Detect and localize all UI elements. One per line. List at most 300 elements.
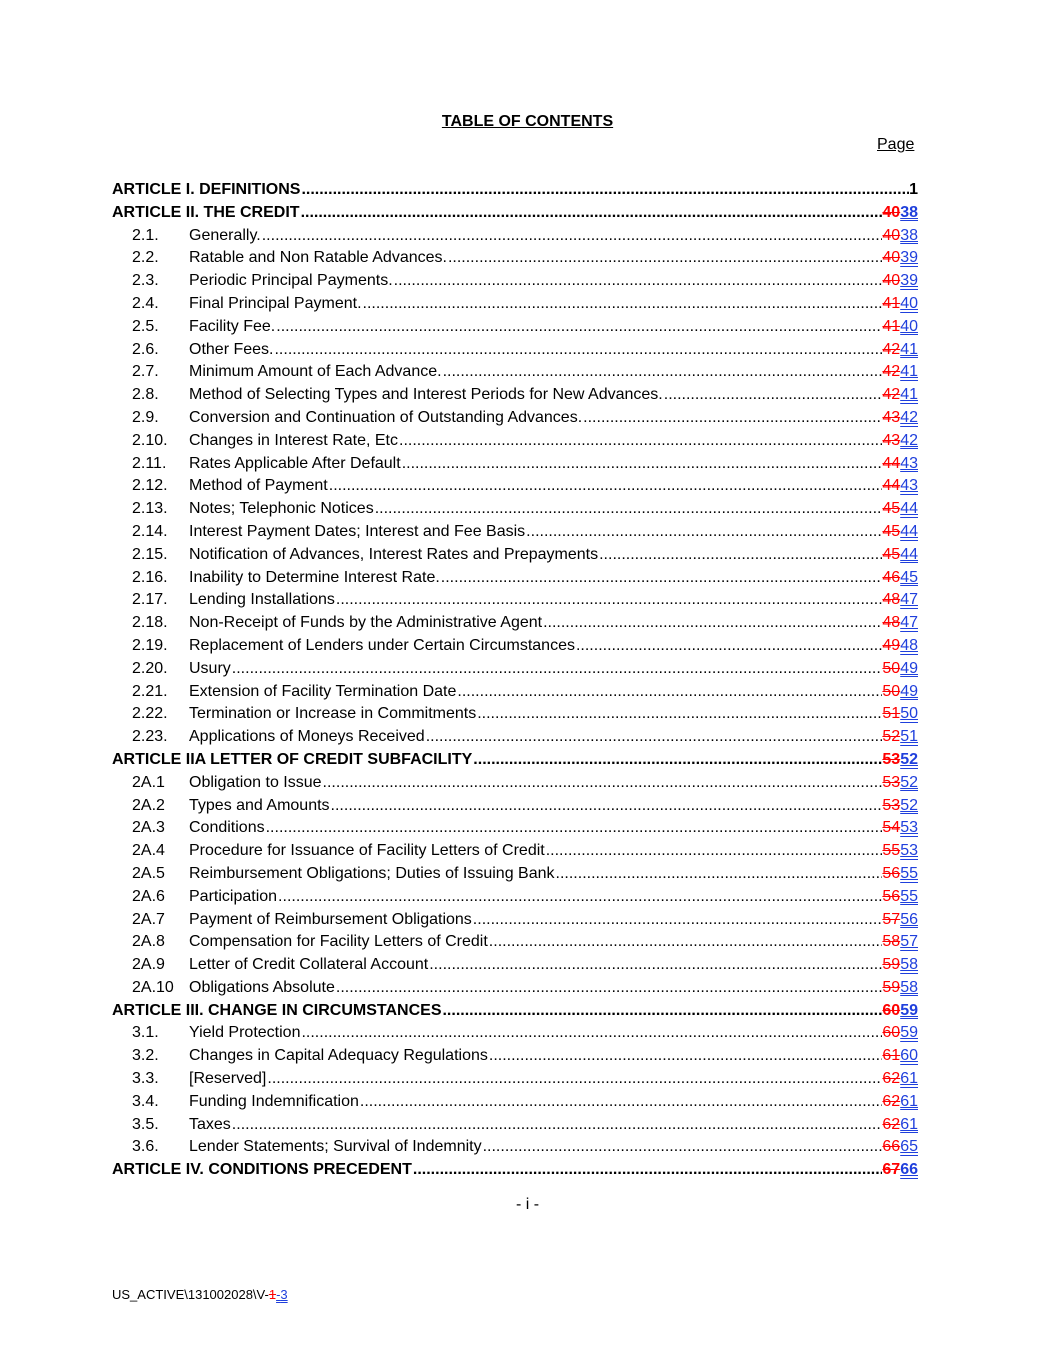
page-number-inserted: 61 [900, 1115, 918, 1133]
dot-leader [265, 817, 883, 840]
entry-title: Taxes [189, 1115, 231, 1133]
page-number-deleted: 60 [882, 1001, 901, 1019]
entry-number: 2.10. [132, 431, 168, 449]
page-number-deleted: 43 [882, 408, 901, 426]
page-number-deleted: 44 [882, 454, 901, 472]
page-number-inserted: 59 [900, 1001, 918, 1019]
toc-article-entry[interactable] [112, 202, 918, 225]
dot-leader [328, 475, 883, 498]
page-number-inserted: 58 [900, 978, 918, 996]
toc-section-entry[interactable] [112, 1091, 918, 1114]
dot-leader [231, 1114, 883, 1137]
dot-leader [488, 1045, 883, 1068]
dot-leader [447, 247, 882, 270]
page-number-inserted: 38 [900, 226, 918, 244]
toc-section-entry[interactable] [112, 430, 918, 453]
page-number-inserted: 39 [900, 249, 918, 267]
dot-leader [231, 658, 883, 681]
entry-title: Procedure for Issuance of Facility Letters of Credit [189, 842, 545, 860]
entry-number: 3.3. [132, 1070, 159, 1088]
toc-section-entry[interactable] [112, 817, 918, 840]
entry-title: Periodic Principal Payments. [189, 272, 393, 290]
entry-title: Payment of Reimbursement Obligations [189, 910, 472, 928]
entry-title: Termination or Increase in Commitments [189, 705, 477, 723]
entry-page-number[interactable] [882, 1114, 918, 1137]
entry-number: 2.4. [132, 294, 159, 312]
toc-section-entry[interactable] [112, 225, 918, 248]
entry-page-number[interactable] [882, 977, 918, 1000]
entry-page-number[interactable] [882, 1068, 918, 1091]
page-number-deleted: 59 [882, 956, 901, 974]
entry-title: Final Principal Payment. [189, 294, 362, 312]
entry-title: ARTICLE I. DEFINITIONS [112, 181, 301, 198]
page-number-deleted: 46 [882, 568, 901, 586]
entry-page-number[interactable] [882, 863, 918, 886]
toc-section-entry[interactable] [112, 1114, 918, 1137]
entry-title: Types and Amounts [189, 796, 330, 814]
entry-title: ARTICLE IV. CONDITIONS PRECEDENT [112, 1161, 412, 1179]
page-number-deleted: 51 [882, 705, 901, 723]
entry-number: 2.19. [132, 636, 168, 654]
entry-page-number[interactable] [882, 1136, 918, 1159]
page-number-inserted: 43 [900, 477, 918, 495]
entry-number: 2A.5 [132, 864, 165, 882]
dot-leader [472, 909, 883, 932]
footer-page-number: - i - [515, 1196, 540, 1213]
entry-page-number[interactable] [882, 1091, 918, 1114]
entry-number: 2.8. [132, 386, 159, 404]
entry-number: 2.14. [132, 522, 168, 540]
entry-number: 2A.2 [132, 796, 165, 814]
entry-page-number[interactable] [882, 795, 918, 818]
page-number-deleted: 62 [882, 1092, 901, 1110]
page-number-deleted: 54 [882, 819, 901, 837]
entry-page-number[interactable] [882, 384, 918, 407]
entry-title: Method of Selecting Types and Interest Periods for New Advances. [189, 386, 663, 404]
page-number-inserted: 51 [900, 728, 918, 746]
entry-number: 2.15. [132, 545, 168, 563]
page-number-inserted: 48 [900, 636, 918, 654]
entry-title: Notification of Advances, Interest Rates and Prepayments [189, 545, 599, 563]
dot-leader [472, 749, 882, 772]
dot-leader [335, 589, 883, 612]
entry-page-number[interactable] [882, 498, 918, 521]
page-number-deleted: 59 [882, 978, 901, 996]
entry-number: 3.6. [132, 1138, 159, 1156]
entry-page-number[interactable] [882, 658, 918, 681]
page-number-inserted: 41 [900, 386, 918, 404]
page-number-deleted: 55 [882, 842, 901, 860]
entry-page-number[interactable] [882, 612, 918, 635]
page-number-deleted: 57 [882, 910, 901, 928]
page-number-inserted: 44 [900, 522, 918, 540]
page-number-inserted: 60 [900, 1047, 918, 1065]
page-number-deleted: 56 [882, 864, 901, 882]
page-number-inserted: 50 [900, 705, 918, 723]
toc-section-entry[interactable] [112, 795, 918, 818]
page-number-deleted: 67 [882, 1161, 901, 1179]
entry-page-number[interactable] [882, 316, 918, 339]
page-number-inserted: 53 [900, 842, 918, 860]
entry-number: 2.22. [132, 705, 168, 723]
entry-page-number[interactable] [882, 772, 918, 795]
page-number-deleted: 48 [882, 614, 901, 632]
toc-article-entry[interactable] [112, 749, 918, 772]
page-number-inserted: 66 [900, 1161, 918, 1179]
toc-section-entry[interactable] [112, 635, 918, 658]
toc-section-entry[interactable] [112, 521, 918, 544]
page-number-inserted: 56 [900, 910, 918, 928]
toc-title: TABLE OF CONTENTS [441, 113, 614, 130]
page-number-deleted: 42 [882, 386, 901, 404]
entry-number: 2.20. [132, 659, 168, 677]
toc-section-entry[interactable] [112, 863, 918, 886]
page-number-inserted: 38 [900, 203, 918, 221]
dot-leader [488, 931, 883, 954]
page-number-deleted: 40 [882, 226, 901, 244]
entry-title: Changes in Capital Adequacy Regulations [189, 1047, 488, 1065]
page-number-deleted: 44 [882, 477, 901, 495]
toc-section-entry[interactable] [112, 1022, 918, 1045]
page-number-deleted: 62 [882, 1115, 901, 1133]
page-column-label: Page [877, 136, 915, 153]
entry-number: 3.5. [132, 1115, 159, 1133]
toc-section-entry[interactable] [112, 475, 918, 498]
toc-section-entry[interactable] [112, 840, 918, 863]
page-number-inserted: 40 [900, 294, 918, 312]
page-number-inserted: 55 [900, 864, 918, 882]
entry-page-number[interactable] [882, 1159, 918, 1182]
entry-number: 2.9. [132, 408, 159, 426]
page-number-deleted: 45 [882, 522, 901, 540]
entry-page-number[interactable] [882, 909, 918, 932]
toc-article-entry[interactable] [112, 1159, 918, 1182]
entry-page-number[interactable] [909, 179, 918, 202]
page-number-inserted: 42 [900, 408, 918, 426]
footer-document-id [112, 1287, 288, 1302]
page-number-deleted: 42 [882, 340, 901, 358]
dot-leader [261, 225, 883, 248]
toc-section-entry[interactable] [112, 681, 918, 704]
page-number-deleted: 53 [882, 750, 901, 768]
dot-leader [359, 1091, 883, 1114]
page-number-deleted: 42 [882, 363, 901, 381]
dot-leader [300, 1022, 882, 1045]
entry-number: 2.6. [132, 340, 159, 358]
toc-section-entry[interactable] [112, 498, 918, 521]
page-number-deleted: 49 [882, 636, 901, 654]
entry-number: 3.4. [132, 1092, 159, 1110]
dot-leader [582, 407, 882, 430]
page-number-inserted: 52 [900, 750, 918, 768]
toc-list [112, 179, 918, 1182]
doc-version-new: 3 [280, 1287, 288, 1302]
entry-page-number[interactable] [882, 589, 918, 612]
entry-page-number[interactable] [882, 521, 918, 544]
page-number-inserted: 57 [900, 933, 918, 951]
toc-section-entry[interactable] [112, 247, 918, 270]
dot-leader [277, 886, 882, 909]
page-number-deleted: 60 [882, 1024, 901, 1042]
page-number-plain: 1 [909, 181, 918, 198]
toc-article-entry[interactable] [112, 1000, 918, 1023]
page-number-deleted: 41 [882, 294, 901, 312]
entry-title: Lender Statements; Survival of Indemnity [189, 1138, 482, 1156]
page-number-inserted: 44 [900, 545, 918, 563]
entry-number: 2A.10 [132, 978, 174, 996]
page-number-deleted: 40 [882, 203, 901, 221]
page-number-inserted: 58 [900, 956, 918, 974]
toc-section-entry[interactable] [112, 544, 918, 567]
page-number-inserted: 49 [900, 682, 918, 700]
entry-number: 2.7. [132, 363, 159, 381]
entry-number: 2.13. [132, 500, 168, 518]
toc-section-entry[interactable] [112, 567, 918, 590]
entry-page-number[interactable] [882, 361, 918, 384]
toc-section-entry[interactable] [112, 886, 918, 909]
entry-title: Notes; Telephonic Notices [189, 500, 374, 518]
dot-leader [425, 726, 883, 749]
entry-title: ARTICLE IIA LETTER OF CREDIT SUBFACILITY [112, 750, 473, 768]
entry-title: Ratable and Non Ratable Advances. [189, 249, 447, 267]
entry-page-number[interactable] [882, 817, 918, 840]
toc-section-entry[interactable] [112, 589, 918, 612]
page-number-inserted: 41 [900, 340, 918, 358]
entry-number: 2A.3 [132, 819, 165, 837]
page-number-deleted: 52 [882, 728, 901, 746]
entry-page-number[interactable] [882, 430, 918, 453]
entry-number: 2.16. [132, 568, 168, 586]
dot-leader [398, 430, 882, 453]
page-number-inserted: 55 [900, 887, 918, 905]
dot-leader [525, 521, 882, 544]
entry-number: 2.11. [132, 454, 167, 472]
entry-title: ARTICLE III. CHANGE IN CIRCUMSTANCES [112, 1001, 442, 1019]
dot-leader [401, 453, 883, 476]
dot-leader [335, 977, 883, 1000]
entry-title: Rates Applicable After Default [189, 454, 401, 472]
entry-title: Compensation for Facility Letters of Credit [189, 933, 488, 951]
entry-title: Changes in Interest Rate, Etc [189, 431, 398, 449]
doc-id-text: US_ACTIVE\131002028\V- [112, 1287, 269, 1302]
entry-title: Facility Fee. [189, 317, 276, 335]
page-number-deleted: 40 [882, 272, 901, 290]
dot-leader [441, 1000, 882, 1023]
toc-section-entry[interactable] [112, 658, 918, 681]
entry-page-number[interactable] [882, 202, 918, 225]
page-number-inserted: 42 [900, 431, 918, 449]
entry-number: 2A.8 [132, 933, 165, 951]
entry-number: 3.1. [132, 1024, 159, 1042]
entry-title: Letter of Credit Collateral Account [189, 956, 429, 974]
entry-page-number[interactable] [882, 339, 918, 362]
toc-section-entry[interactable] [112, 384, 918, 407]
entry-page-number[interactable] [882, 225, 918, 248]
entry-title: Generally. [189, 226, 261, 244]
entry-page-number[interactable] [882, 703, 918, 726]
dot-leader [330, 795, 883, 818]
entry-number: 2.2. [132, 249, 159, 267]
dot-leader [476, 703, 882, 726]
page-number-inserted: 52 [900, 773, 918, 791]
entry-title: Inability to Determine Interest Rate. [189, 568, 440, 586]
entry-title: Usury [189, 659, 231, 677]
toc-section-entry[interactable] [112, 954, 918, 977]
entry-page-number[interactable] [882, 247, 918, 270]
entry-title: Non-Receipt of Funds by the Administrative Agent [189, 614, 543, 632]
entry-title: Conversion and Continuation of Outstanding Advances. [189, 408, 583, 426]
page-number-inserted: 41 [900, 363, 918, 381]
dot-leader [266, 1068, 882, 1091]
entry-title: Yield Protection [189, 1024, 301, 1042]
dot-leader [456, 681, 882, 704]
doc-version-sep: - [276, 1287, 281, 1302]
entry-title: Funding Indemnification [189, 1092, 359, 1110]
toc-section-entry[interactable] [112, 339, 918, 362]
entry-page-number[interactable] [882, 270, 918, 293]
page-number-inserted: 52 [900, 796, 918, 814]
page-number-inserted: 47 [900, 591, 918, 609]
page-number-deleted: 50 [882, 659, 901, 677]
page-number-deleted: 66 [882, 1138, 901, 1156]
entry-number: 2.5. [132, 317, 159, 335]
toc-section-entry[interactable] [112, 1045, 918, 1068]
dot-leader [440, 567, 883, 590]
entry-page-number[interactable] [882, 567, 918, 590]
entry-page-number[interactable] [882, 407, 918, 430]
dot-leader [362, 293, 883, 316]
entry-title: Minimum Amount of Each Advance. [189, 363, 442, 381]
entry-page-number[interactable] [882, 293, 918, 316]
entry-page-number[interactable] [882, 1045, 918, 1068]
page-number-deleted: 56 [882, 887, 901, 905]
entry-title: Replacement of Lenders under Certain Circumstances [189, 636, 575, 654]
entry-number: 2.18. [132, 614, 168, 632]
entry-title: Method of Payment [189, 477, 328, 495]
toc-section-entry[interactable] [112, 772, 918, 795]
entry-number: 2.12. [132, 477, 168, 495]
toc-section-entry[interactable] [112, 453, 918, 476]
entry-title: Obligation to Issue [189, 773, 322, 791]
dot-leader [482, 1136, 883, 1159]
page-number-deleted: 41 [882, 317, 901, 335]
dot-leader [555, 863, 883, 886]
dot-leader [300, 202, 883, 225]
page-number-deleted: 53 [882, 796, 901, 814]
page-number-deleted: 53 [882, 773, 901, 791]
entry-number: 3.2. [132, 1047, 159, 1065]
toc-section-entry[interactable] [112, 909, 918, 932]
entry-title: Obligations Absolute [189, 978, 335, 996]
page-number-deleted: 48 [882, 591, 901, 609]
entry-title: Participation [189, 887, 278, 905]
toc-section-entry[interactable] [112, 361, 918, 384]
dot-leader [428, 954, 882, 977]
dot-leader [393, 270, 883, 293]
page-number-deleted: 43 [882, 431, 901, 449]
toc-section-entry[interactable] [112, 977, 918, 1000]
entry-title: Other Fees. [189, 340, 274, 358]
toc-section-entry[interactable] [112, 1136, 918, 1159]
page-number-inserted: 59 [900, 1024, 918, 1042]
page-number-inserted: 45 [900, 568, 918, 586]
entry-page-number[interactable] [882, 544, 918, 567]
page-number-deleted: 45 [882, 545, 901, 563]
entry-title: Conditions [189, 819, 265, 837]
entry-page-number[interactable] [882, 840, 918, 863]
dot-leader [575, 635, 882, 658]
page-number-inserted: 39 [900, 272, 918, 290]
toc-section-entry[interactable] [112, 270, 918, 293]
page-number-deleted: 58 [882, 933, 901, 951]
entry-page-number[interactable] [882, 681, 918, 704]
entry-page-number[interactable] [882, 1000, 918, 1023]
entry-number: 2.17. [132, 591, 168, 609]
page-number-inserted: 40 [900, 317, 918, 335]
entry-title: Lending Installations [189, 591, 335, 609]
entry-page-number[interactable] [882, 954, 918, 977]
entry-number: 2.1. [132, 226, 159, 244]
entry-title: [Reserved] [189, 1070, 267, 1088]
entry-page-number[interactable] [882, 635, 918, 658]
dot-leader [374, 498, 883, 521]
page-number-inserted: 49 [900, 659, 918, 677]
page-number-deleted: 50 [882, 682, 901, 700]
entry-page-number[interactable] [882, 1022, 918, 1045]
toc-section-entry[interactable] [112, 931, 918, 954]
toc-section-entry[interactable] [112, 726, 918, 749]
entry-title: Interest Payment Dates; Interest and Fee Basis [189, 522, 526, 540]
dot-leader [663, 384, 883, 407]
page-number-deleted: 40 [882, 249, 901, 267]
dot-leader [442, 361, 883, 384]
page-number-inserted: 61 [900, 1092, 918, 1110]
entry-number: 2A.4 [132, 842, 165, 860]
toc-section-entry[interactable] [112, 407, 918, 430]
entry-title: Applications of Moneys Received [189, 728, 425, 746]
entry-number: 2.3. [132, 272, 159, 290]
toc-section-entry[interactable] [112, 1068, 918, 1091]
page-number-inserted: 65 [900, 1138, 918, 1156]
toc-section-entry[interactable] [112, 612, 918, 635]
entry-page-number[interactable] [882, 886, 918, 909]
entry-title: ARTICLE II. THE CREDIT [112, 203, 300, 221]
entry-page-number[interactable] [882, 749, 918, 772]
dot-leader [273, 339, 882, 362]
dot-leader [300, 179, 909, 202]
entry-number: 2A.7 [132, 910, 165, 928]
toc-section-entry[interactable] [112, 703, 918, 726]
toc-section-entry[interactable] [112, 316, 918, 339]
toc-article-entry[interactable] [112, 179, 918, 202]
entry-page-number[interactable] [882, 453, 918, 476]
page-number-deleted: 62 [882, 1070, 901, 1088]
page-number-inserted: 53 [900, 819, 918, 837]
dot-leader [322, 772, 883, 795]
page-number-deleted: 61 [882, 1047, 901, 1065]
entry-page-number[interactable] [882, 475, 918, 498]
entry-page-number[interactable] [882, 931, 918, 954]
entry-title: Reimbursement Obligations; Duties of Issuing Bank [189, 864, 555, 882]
dot-leader [412, 1159, 883, 1182]
dot-leader [545, 840, 883, 863]
page-number-inserted: 43 [900, 454, 918, 472]
entry-page-number[interactable] [882, 726, 918, 749]
dot-leader [275, 316, 882, 339]
toc-section-entry[interactable] [112, 293, 918, 316]
dot-leader [542, 612, 882, 635]
entry-number: 2A.9 [132, 956, 165, 974]
